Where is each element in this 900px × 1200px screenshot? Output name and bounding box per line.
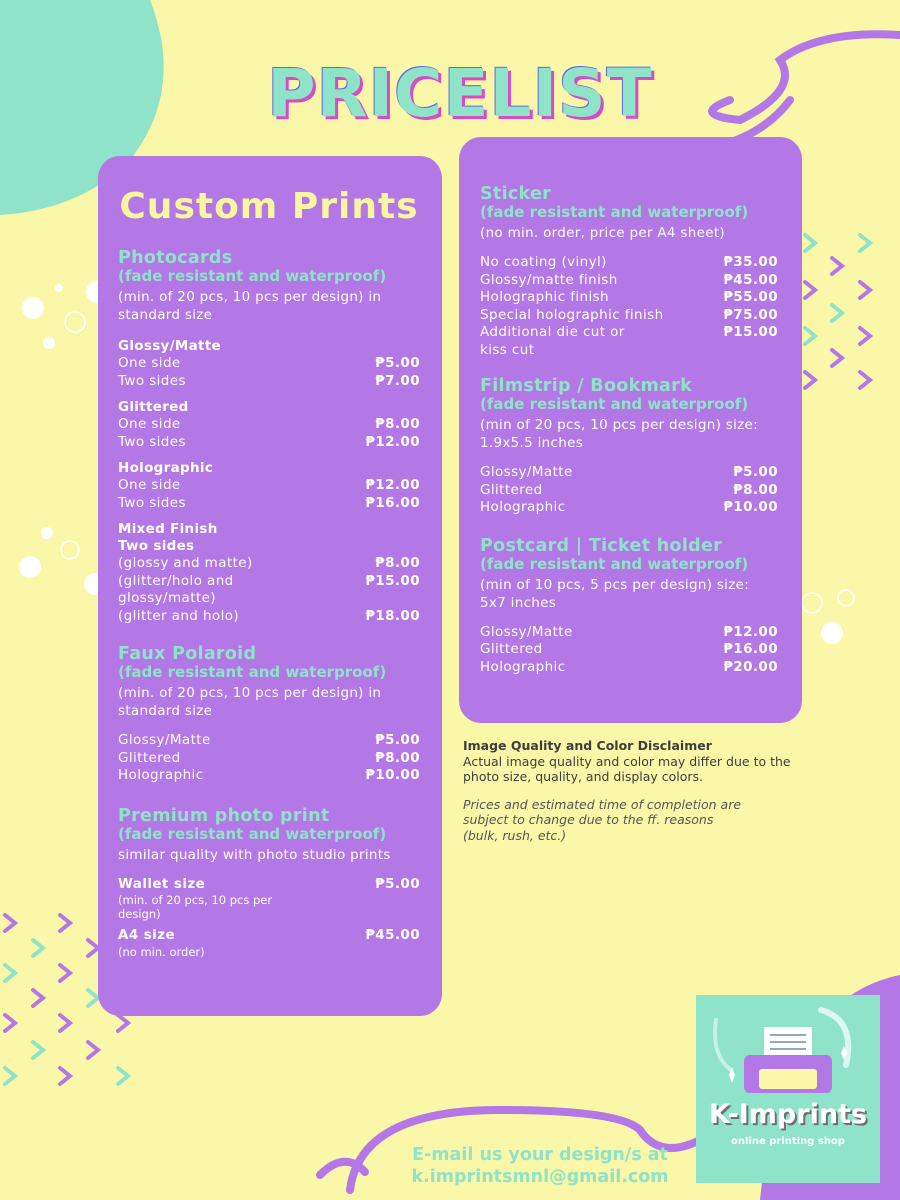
price-row (118, 416, 420, 434)
row-price: ₱35.00 (723, 254, 778, 270)
row-label: Glossy/Matte (480, 623, 573, 640)
section-subtitle: (fade resistant and waterproof) (480, 203, 749, 221)
price-row (480, 482, 778, 500)
row-label: A4 size (118, 927, 176, 943)
price-row (480, 464, 778, 482)
row-price: ₱12.00 (365, 477, 420, 493)
group-title: Glittered (118, 399, 189, 415)
row-price: ₱12.00 (365, 433, 420, 450)
price-row (118, 355, 420, 373)
section-subtitle: (fade resistant and waterproof) (118, 663, 387, 681)
row-label: Glossy/Matte (118, 732, 211, 748)
filmstrip-section (480, 377, 778, 517)
panel-heading: Custom Prints (119, 186, 419, 227)
printer-icon (696, 995, 880, 1105)
row-price: ₱12.00 (723, 623, 778, 640)
row-price: ₱15.00 (365, 572, 420, 589)
section-note: (min of 10 pcs, 5 pcs per design) size: 5x7 inches (480, 576, 750, 611)
price-row (480, 324, 778, 359)
price-row (480, 272, 778, 290)
price-row (118, 876, 420, 894)
faux-polaroid-section (118, 645, 420, 785)
price-row (118, 608, 420, 626)
price-row (118, 927, 420, 945)
logo-tagline: online printing shop (731, 1136, 845, 1147)
row-price: ₱55.00 (723, 289, 778, 305)
section-title: Filmstrip / Bookmark (480, 376, 693, 396)
row-price: ₱8.00 (733, 481, 778, 498)
row-price: ₱18.00 (365, 607, 420, 624)
section-subtitle: (fade resistant and waterproof) (480, 395, 749, 413)
disclaimer-note: Prices and estimated time of completion are subject to change due to the ff. reasons (bulk, rush, etc.) (463, 796, 742, 843)
price-row (118, 495, 420, 513)
custom-prints-panel (98, 156, 442, 1016)
section-title: Premium photo print (118, 805, 330, 826)
logo-name: K-Imprints (708, 1099, 868, 1130)
postcard-section (480, 537, 778, 677)
contact-email (380, 1144, 700, 1188)
row-label: No coating (vinyl) (480, 254, 607, 270)
section-subtitle: (fade resistant and waterproof) (118, 267, 387, 285)
row-label: Glossy/matte finish (480, 271, 618, 288)
page-title: PRICELIST (267, 55, 653, 132)
row-price: ₱75.00 (723, 306, 778, 323)
row-label: Holographic (480, 658, 566, 675)
price-row (118, 373, 420, 391)
email-address[interactable]: k.imprintsmnl@gmail.com (411, 1167, 669, 1187)
price-row (480, 289, 778, 307)
section-subtitle: (fade resistant and waterproof) (480, 554, 749, 573)
disclaimer-heading: Image Quality and Color Disclaimer (463, 738, 712, 753)
premium-photo-print-section (118, 807, 420, 959)
row-label: Two sides (118, 433, 186, 450)
row-label: Two sides (118, 372, 186, 389)
section-title: Postcard | Ticket holder (480, 535, 723, 556)
row-price: ₱45.00 (723, 271, 778, 288)
row-label: One side (118, 416, 181, 432)
row-label: Special holographic finish (480, 306, 664, 323)
row-note: (min. of 20 pcs, 10 pcs per design) (118, 893, 273, 921)
group-title: Mixed Finish (118, 521, 218, 537)
section-subtitle: (fade resistant and waterproof) (118, 824, 387, 843)
group-title: Holographic (118, 460, 214, 476)
row-price: ₱5.00 (733, 464, 778, 480)
row-label: One side (118, 477, 181, 493)
price-row (118, 767, 420, 785)
email-line: E-mail us your design/s at (412, 1145, 668, 1165)
price-row (118, 477, 420, 495)
row-price: ₱8.00 (375, 555, 420, 571)
price-row (480, 307, 778, 325)
price-row (118, 555, 420, 573)
row-price: ₱16.00 (365, 494, 420, 511)
row-price: ₱45.00 (365, 927, 420, 943)
section-note: (no min. order, price per A4 sheet) (480, 225, 725, 241)
row-price: ₱10.00 (723, 499, 778, 515)
row-price: ₱16.00 (723, 641, 778, 657)
sticker-panel (459, 137, 802, 723)
group-title: Glossy/Matte (118, 338, 221, 354)
row-label: Glittered (480, 481, 543, 498)
section-note: similar quality with photo studio prints (118, 846, 391, 863)
sticker-section (480, 185, 778, 359)
row-price: ₱15.00 (723, 324, 778, 340)
row-note: (no min. order) (118, 944, 205, 959)
section-title: Faux Polaroid (118, 644, 257, 664)
row-price: ₱8.00 (375, 749, 420, 766)
price-row (480, 641, 778, 659)
price-row (118, 573, 420, 608)
disclaimer (463, 738, 793, 843)
section-note: (min. of 20 pcs, 10 pcs per design) in standard size (118, 685, 382, 719)
price-row (480, 499, 778, 517)
disclaimer-body: Actual image quality and color may differ due to the photo size, quality, and display colors. (463, 753, 791, 784)
row-label: One side (118, 355, 181, 371)
photocards-section (118, 249, 420, 625)
row-label: Holographic finish (480, 289, 610, 305)
row-label: Holographic (480, 499, 566, 515)
row-price: ₱7.00 (375, 372, 420, 389)
row-label: Wallet size (118, 875, 206, 892)
price-row (480, 624, 778, 642)
row-price: ₱10.00 (365, 767, 420, 783)
row-price: ₱8.00 (375, 416, 420, 432)
price-row (118, 732, 420, 750)
row-label: Holographic (118, 767, 204, 783)
row-label: Two sides (118, 494, 186, 511)
row-label: Glossy/Matte (480, 464, 573, 480)
price-row (480, 659, 778, 677)
row-label: (glitter/holo and glossy/matte) (118, 572, 234, 606)
k-imprints-logo (696, 995, 880, 1183)
row-label: Additional die cut or kiss cut (480, 324, 625, 358)
row-label: Glittered (118, 749, 181, 766)
section-title: Photocards (118, 248, 233, 268)
price-row (118, 434, 420, 452)
price-row (118, 750, 420, 768)
group-subtitle: Two sides (118, 538, 195, 554)
row-label: Glittered (480, 641, 543, 657)
section-title: Sticker (480, 184, 552, 204)
row-price: ₱5.00 (375, 875, 420, 892)
price-row (480, 254, 778, 272)
row-price: ₱5.00 (375, 355, 420, 371)
section-note: (min of 20 pcs, 10 pcs per design) size: 1.9x5.5 inches (480, 417, 758, 451)
row-price: ₱5.00 (375, 732, 420, 748)
row-label: (glossy and matte) (118, 555, 253, 571)
section-note: (min. of 20 pcs, 10 pcs per design) in standard size (118, 289, 382, 323)
row-price: ₱20.00 (723, 658, 778, 675)
row-label: (glitter and holo) (118, 607, 240, 624)
